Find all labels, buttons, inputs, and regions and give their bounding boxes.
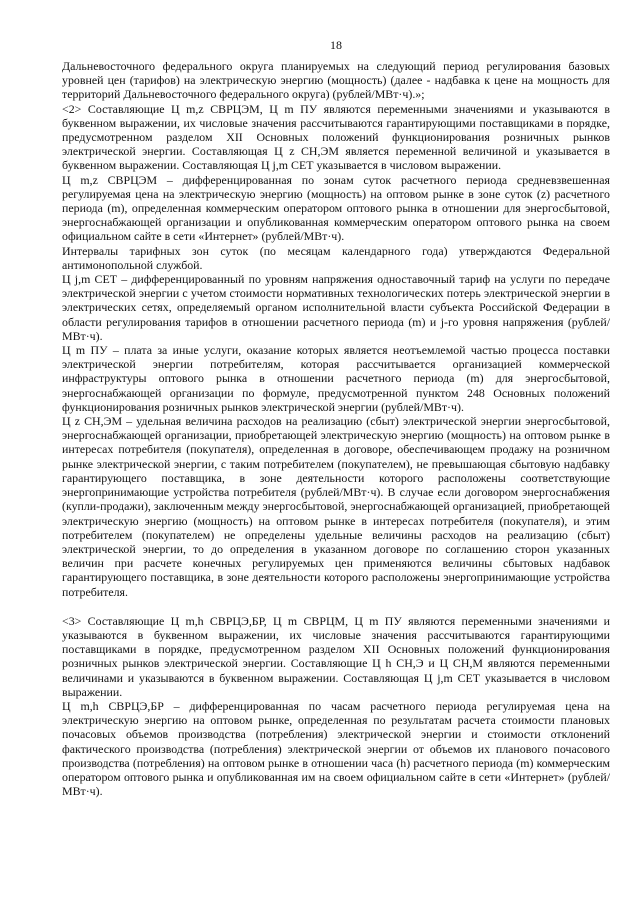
footnote-2: <2> Составляющие Ц m,z СВРЦЭМ, Ц m ПУ являются переменными значениями и указываются в буквенном выражении, их числовые значения рассчитываются гарантирующими поставщиками в порядке, предусмотренном разделом XII Основных положений функционирования розничных рынков электрической энергии. Составляющая Ц z СН,ЭМ является переменной величиной и указывается в буквенном выражении. Составляющая Ц j,m СЕТ указывается в числовом выражении.	[62, 101, 610, 173]
footnote-3: <3> Составляющие Ц m,h СВРЦЭ,БР, Ц m СВРЦМ, Ц m ПУ являются переменными значениями и указываются в буквенном выражении, их числовые значения рассчитываются гарантирующими поставщиками в порядке, предусмотренном разделом XII Основных положений функционирования розничных рынков электрической энергии. Составляющие Ц h СН,Э и Ц СН,М являются переменными величинами и указываются в буквенном выражении. Составляющая Ц j,m СЕТ указывается в числовом выражении.	[62, 613, 610, 699]
definition-svrtsem: Ц m,z СВРЦЭМ – дифференцированная по зонам суток расчетного периода средневзвешенная регулируемая цена на электрическую энергию (мощность) на оптовом рынке в зоне суток (z) расчетного периода (m), определенная коммерческим оператором оптового рынка в отношении для энергосбытовой, энергоснабжающей организации и опубликованная коммерческим оператором оптового рынка на своем официальном сайте в сети «Интернет» (рублей/МВт·ч).	[62, 172, 610, 244]
definition-svrtse-br: Ц m,h СВРЦЭ,БР – дифференцированная по часам расчетного периода регулируемая цена на электрическую энергию на оптовом рынке, определенная по результатам расчета стоимости плановых почасовых объемов производства (потребления) электрической энергии и стоимости отклонений фактического производства (потребления) электрической энергии от объемов их планового почасового производства (потребления) на оптовом рынке в отношении часа (h) расчетного периода (m) коммерческим оператором оптового рынка и опубликованная им на своем официальном сайте в сети «Интернет» (рублей/МВт·ч).	[62, 698, 610, 799]
definition-pu: Ц m ПУ – плата за иные услуги, оказание которых является неотъемлемой частью процесса поставки электрической энергии потребителям, которая рассчитывается организацией коммерческой инфраструктуры оптового рынка в отношении расчетного периода (m) для энергосбытовой, энергоснабжающей организации по формуле, предусмотренной пунктом 248 Основных положений функционирования розничных рынков электрической энергии (рублей/МВт·ч).	[62, 343, 610, 414]
document-page	[62, 38, 610, 798]
paragraph-tariff-intervals: Интервалы тарифных зон суток (по месяцам календарного года) утверждаются Федеральной антимонопольной службой.	[62, 243, 610, 272]
definition-set: Ц j,m СЕТ – дифференцированный по уровням напряжения одноставочный тариф на услуги по передаче электрической энергии с учетом стоимости нормативных технологических потерь электрической энергии в электрических сетях, определяемый органом исполнительной власти субъекта Российской Федерации в области регулирования тарифов в отношении расчетного периода (m) и j-го уровня напряжения (рублей/МВт·ч).	[62, 272, 610, 343]
definition-sn-em: Ц z СН,ЭМ – удельная величина расходов на реализацию (сбыт) электрической энергии энергосбытовой, энергоснабжающей организации, приобретающей электрическую энергию (мощность) на оптовом рынке в интересах потребителя (покупателя), определенная в договоре, обеспечивающем продажу на розничном рынке электрической энергии, с таким потребителем (покупателем), не превышающая сбытовую надбавку гарантирующего поставщика, в зоне деятельности которого расположены соответствующие энергопринимающие устройства потребителя (рублей/МВт·ч). В случае если договором энергоснабжения (купли-продажи), заключенным между энергосбытовой, энергоснабжающей организацией, приобретающей электрическую энергию (мощность) на оптовом рынке в интересах потребителя (покупателя), и этим потребителем (покупателем) не определены удельные величины расходов на реализацию (сбыт) электрической энергии, то до определения в указанном договоре по соглашению сторон указанных величин при расчете конечных регулируемых цен применяются величины сбытовых надбавок гарантирующего поставщика, в зоне деятельности которого расположены энергопринимающие устройства потребителя.	[62, 414, 610, 599]
paragraph-continuation: Дальневосточного федерального округа планируемых на следующий период регулирования базовых уровней цен (тарифов) на электрическую энергию (мощность) (далее - надбавка к цене на мощность для территорий Дальневосточного федерального округа) (рублей/МВт·ч).»;	[62, 59, 610, 102]
page-number: 18	[330, 38, 342, 52]
